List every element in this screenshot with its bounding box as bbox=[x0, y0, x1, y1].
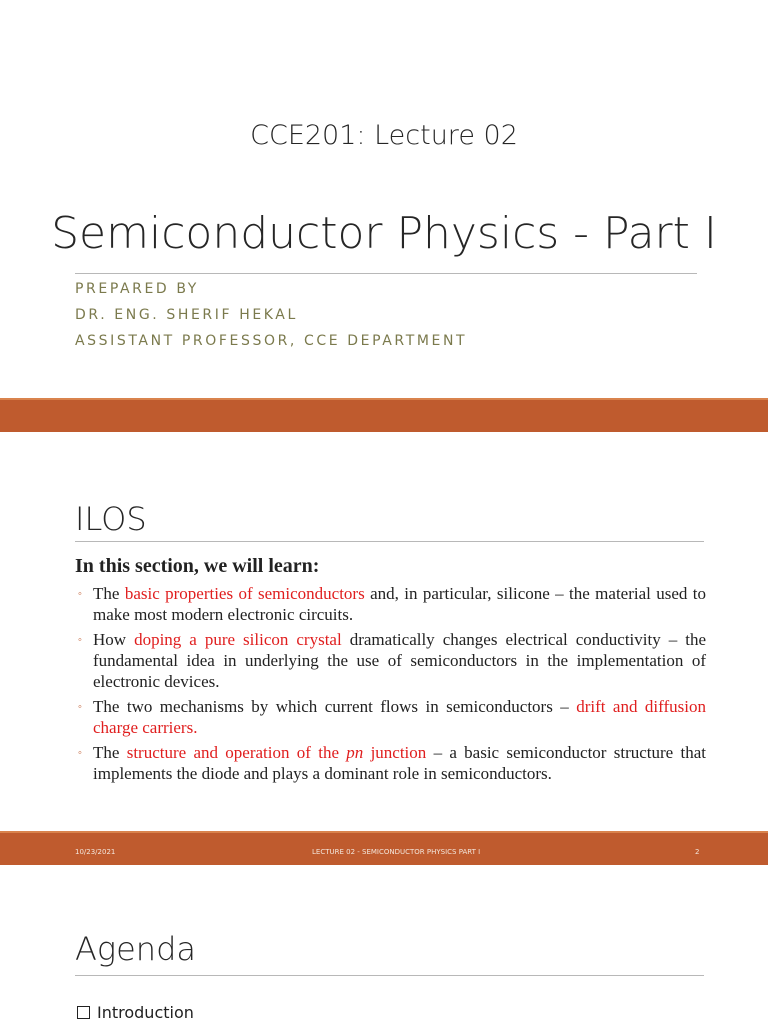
footer-page-number: 2 bbox=[695, 848, 700, 856]
agenda-item-label: Introduction bbox=[97, 1003, 194, 1022]
author-position: ASSISTANT PROFESSOR, CCE DEPARTMENT bbox=[75, 333, 468, 349]
author-name: DR. ENG. SHERIF HEKAL bbox=[75, 307, 298, 323]
prepared-by-label: PREPARED BY bbox=[75, 281, 199, 297]
bullet-icon: ◦ bbox=[78, 747, 82, 759]
ilo-bullet-2: ◦ How doping a pure silicon crystal dramatically changes electrical conductivity – the fundamental idea in underlying the use of semiconductors in the implementation of electronic devices. bbox=[78, 630, 706, 691]
ilo-bullet-4: ◦ The structure and operation of the pn junction – a basic semiconductor structure that implements the diode and plays a dominant role in semiconductors. bbox=[78, 743, 706, 783]
agenda-item-introduction bbox=[77, 1003, 194, 1022]
ilo-bullet-1: ◦ The basic properties of semiconductors and, in particular, silicone – the material used to make most modern electronic circuits. bbox=[78, 584, 707, 624]
slide-title: Semiconductor Physics - Part I bbox=[51, 208, 717, 259]
footer-date: 10/23/2021 bbox=[75, 848, 116, 856]
ilos-lead: In this section, we will learn: bbox=[75, 555, 320, 577]
bullet-icon: ◦ bbox=[78, 701, 82, 713]
agenda-title: Agenda bbox=[75, 930, 196, 968]
bullet-icon: ◦ bbox=[78, 634, 82, 646]
title-divider bbox=[75, 273, 697, 274]
bullet-icon: ◦ bbox=[78, 588, 82, 600]
ilo-bullet-3: ◦ The two mechanisms by which current flows in semiconductors – drift and diffusion charge carriers. bbox=[78, 697, 706, 737]
footer-title: LECTURE 02 - SEMICONDUCTOR PHYSICS PART I bbox=[312, 848, 481, 856]
lecture-code: CCE201: Lecture 02 bbox=[250, 120, 518, 151]
slide-separator-band bbox=[0, 398, 768, 432]
checkbox-icon bbox=[77, 1006, 90, 1019]
ilos-title: ILOS bbox=[75, 500, 147, 538]
ilos-divider bbox=[75, 541, 704, 542]
agenda-divider bbox=[75, 975, 704, 976]
